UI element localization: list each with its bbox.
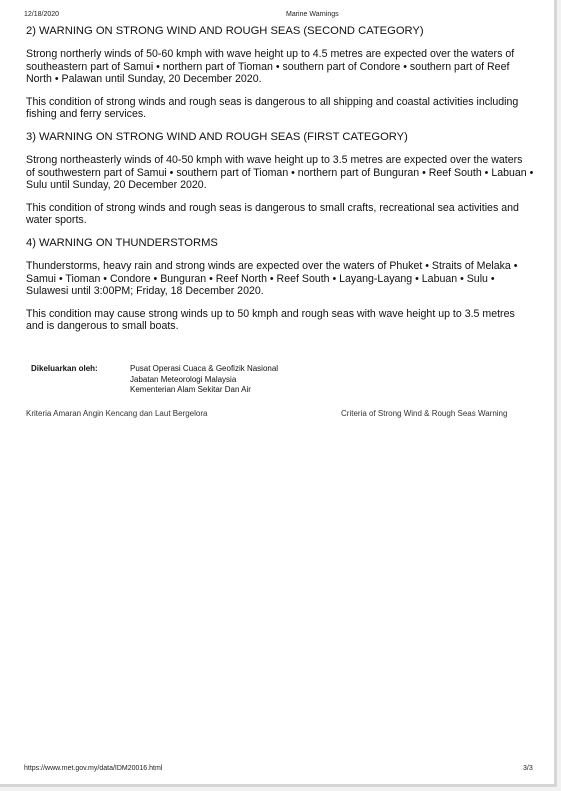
warning-section-second-category [26, 25, 534, 121]
section-paragraph: Strong northeasterly winds of 40-50 kmph with wave height up to 3.5 metres are expected over the waters of southwestern part of Samui • southern part of Tioman • northern part of Bunguran • Reef South • Labuan • Sulu until Sunday, 20 December 2020. [26, 153, 534, 192]
issuer-line: Kementerian Alam Sekitar Dan Air [130, 385, 251, 395]
print-date: 12/18/2020 [24, 11, 60, 18]
section-paragraph: This condition of strong winds and rough seas is dangerous to small crafts, recreational sea activities and water sports. [26, 201, 519, 227]
section-paragraph: Thunderstorms, heavy rain and strong winds are expected over the waters of Phuket • Straits of Melaka • Samui • Tioman • Condore • Bunguran • Reef North • Reef South • Layang-Layang • Labuan • Sulu • Sulawesi until 3:00PM; Friday, 18 December 2020. [26, 259, 518, 298]
print-title: Marine Warnings [286, 11, 339, 18]
section-heading: 4) WARNING ON THUNDERSTORMS [26, 236, 218, 249]
section-paragraph: This condition may cause strong winds up to 50 kmph and rough seas with wave height up to 3.5 metres and is dangerous to small boats. [26, 307, 515, 333]
criteria-malay-link[interactable]: Kriteria Amaran Angin Kencang dan Laut Bergelora [26, 409, 208, 418]
warning-section-first-category [26, 131, 534, 227]
section-heading: 3) WARNING ON STRONG WIND AND ROUGH SEAS (FIRST CATEGORY) [26, 130, 408, 143]
issuer-line: Jabatan Meteorologi Malaysia [130, 374, 237, 384]
warnings-content [26, 25, 534, 343]
issuer-lines [130, 364, 278, 396]
criteria-english-link[interactable]: Criteria of Strong Wind & Rough Seas Warning [341, 409, 508, 418]
issuer-line: Pusat Operasi Cuaca & Geofizik Nasional [130, 364, 279, 373]
section-heading: 2) WARNING ON STRONG WIND AND ROUGH SEAS (SECOND CATEGORY) [26, 25, 424, 37]
warning-section-thunderstorms [26, 237, 534, 333]
section-paragraph: Strong northerly winds of 50-60 kmph with wave height up to 4.5 metres are expected over the waters of southeastern part of Samui • northern part of Tioman • southern part of Condore • southern part of Reef North • Palawan until Sunday, 20 December 2020. [26, 48, 515, 86]
page-number: 3/3 [523, 765, 533, 772]
issuer-label: Dikeluarkan oleh: [31, 364, 98, 373]
print-url: https://www.met.gov.my/data/IDM20016.html [24, 765, 163, 772]
section-paragraph: This condition of strong winds and rough seas is dangerous to all shipping and coastal activities including fishing and ferry services. [26, 95, 519, 121]
